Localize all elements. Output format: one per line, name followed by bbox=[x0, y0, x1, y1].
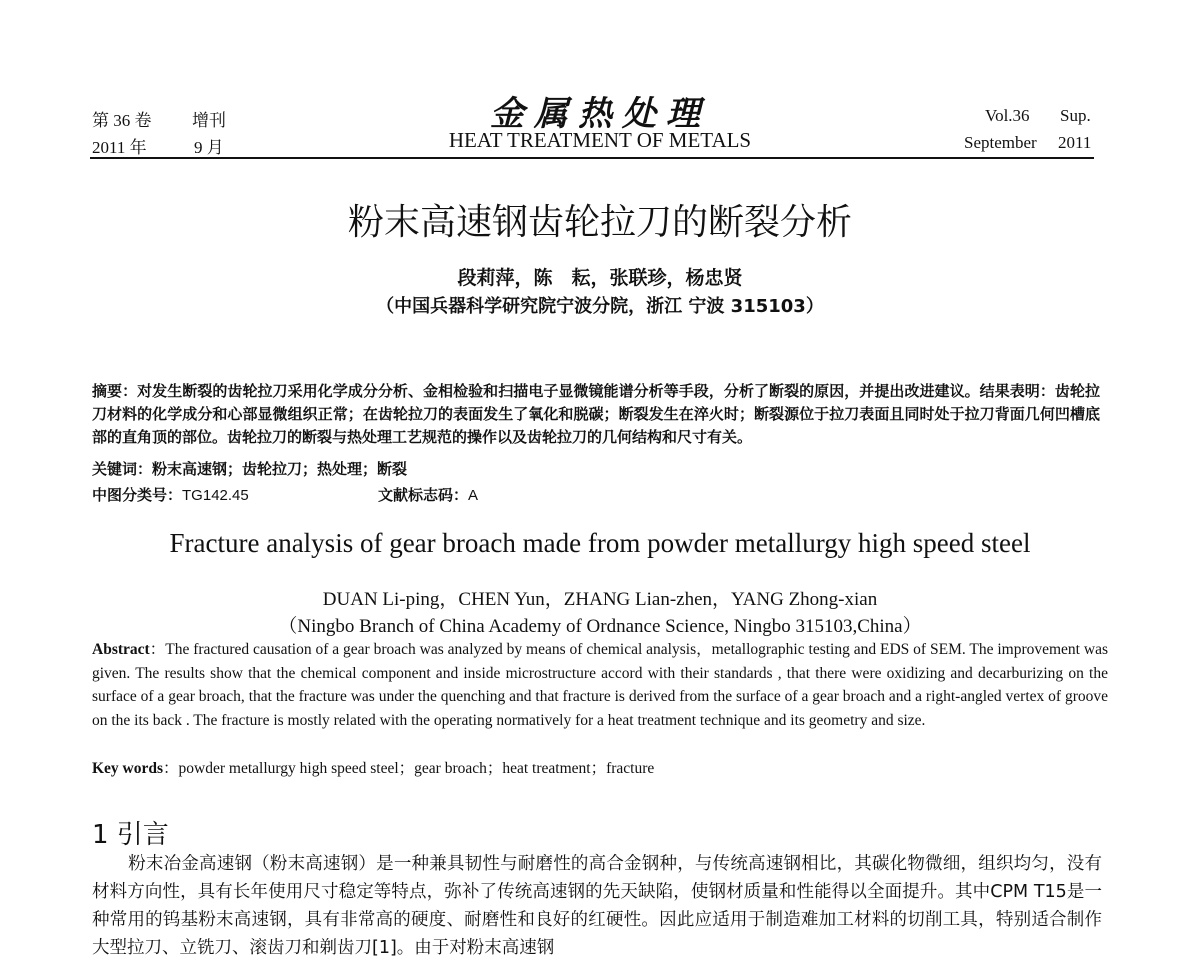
year-cn: 2011 年 bbox=[92, 138, 147, 157]
abstract-en-label: Abstract bbox=[92, 641, 150, 658]
keywords-cn bbox=[92, 458, 407, 479]
abstract-cn-text: 对发生断裂的齿轮拉刀采用化学成分分析、金相检验和扫描电子显微镜能谱分析等手段，分析了断裂的原因，并提出改进建议。结果表明：齿轮拉刀材料的化学成分和心部显微组织正常；在齿轮拉刀的表面发生了氧化和脱碳；断裂发生在淬火时；断裂源位于拉刀表面且同时处于拉刀背面几何凹槽底部的直角顶的部位。齿轮拉刀的断裂与热处理工艺规范的操作以及齿轮拉刀的几何结构和尺寸有关。 bbox=[92, 382, 1100, 446]
volume-en: Vol.36 bbox=[985, 106, 1030, 125]
document-code bbox=[378, 484, 478, 505]
supplement-en: Sup. bbox=[1060, 106, 1091, 125]
journal-name-en: HEAT TREATMENT OF METALS bbox=[448, 128, 752, 152]
affiliation-cn: （中国兵器科学研究院宁波分院，浙江 宁波 315103） bbox=[376, 296, 824, 317]
affiliation-en: （Ningbo Branch of China Academy of Ordnance Science, Ningbo 315103,China） bbox=[278, 616, 922, 637]
classification-number bbox=[92, 484, 249, 505]
section-heading-introduction: 1 引言 bbox=[92, 820, 169, 850]
authors-cn: 段莉萍，陈 耘，张联珍，杨忠贤 bbox=[457, 267, 743, 289]
paper-title-en: Fracture analysis of gear broach made from powder metallurgy high speed steel bbox=[169, 528, 1031, 558]
abstract-cn bbox=[92, 380, 1100, 449]
keywords-en bbox=[92, 756, 654, 778]
month-cn: 9 月 bbox=[194, 138, 224, 157]
keywords-en-text: ：powder metallurgy high speed steel；gear broach；heat treatment；fracture bbox=[163, 760, 655, 777]
classification-value: TG142.45 bbox=[182, 487, 249, 504]
keywords-cn-label: 关键词： bbox=[92, 460, 153, 478]
month-en: September bbox=[964, 133, 1037, 152]
abstract-en bbox=[92, 638, 1108, 732]
authors-en: DUAN Li-ping，CHEN Yun，ZHANG Lian-zhen，YANG Zhong-xian bbox=[322, 589, 878, 610]
year-en: 2011 bbox=[1058, 133, 1092, 152]
introduction-paragraph bbox=[92, 850, 1102, 962]
journal-logo-cn: 金属热处理 bbox=[490, 94, 710, 134]
paper-title-cn: 粉末高速钢齿轮拉刀的断裂分析 bbox=[347, 202, 852, 243]
issue-type-cn: 增刊 bbox=[192, 111, 226, 130]
keywords-cn-text: 粉末高速钢；齿轮拉刀；热处理；断裂 bbox=[152, 460, 408, 478]
keywords-en-label: Key words bbox=[92, 760, 164, 777]
abstract-cn-label: 摘要： bbox=[92, 382, 138, 400]
introduction-text: 粉末冶金高速钢（粉末高速钢）是一种兼具韧性与耐磨性的高合金钢种，与传统高速钢相比，其碳化物微细，组织均匀，没有材料方向性，具有长年使用尺寸稳定等特点，弥补了传统高速钢的先天缺陷，使钢材质量和性能得以全面提升。其中CPM T15是一种常用的钨基粉末高速钢，具有非常高的硬度、耐磨性和良好的红硬性。因此应适用于制造难加工材料的切削工具，特别适合制作大型拉刀、立铣刀、滚齿刀和剃齿刀[1]。由于对粉末高速钢 bbox=[92, 854, 1102, 958]
abstract-en-text: ：The fractured causation of a gear broach was analyzed by means of chemical analysis，metallographic testing and EDS of SEM. The improvement was given. The results show that the chemical component and inside microstructure accord with their standards , that there were oxidizing and decarburizing on the surface of a gear broach, that the fracture was under the quenching and that fracture is derived from the surface of a gear broach and a right-angled vertex of groove on the its back . The fracture is mostly related with the operating normatively for a heat treatment technique and its geometry and size. bbox=[92, 641, 1108, 729]
document-code-value: A bbox=[468, 487, 479, 504]
document-code-label: 文献标志码： bbox=[378, 486, 469, 504]
volume-cn: 第 36 卷 bbox=[92, 111, 152, 130]
header-rule bbox=[90, 157, 1094, 159]
classification-label: 中图分类号： bbox=[92, 486, 183, 504]
